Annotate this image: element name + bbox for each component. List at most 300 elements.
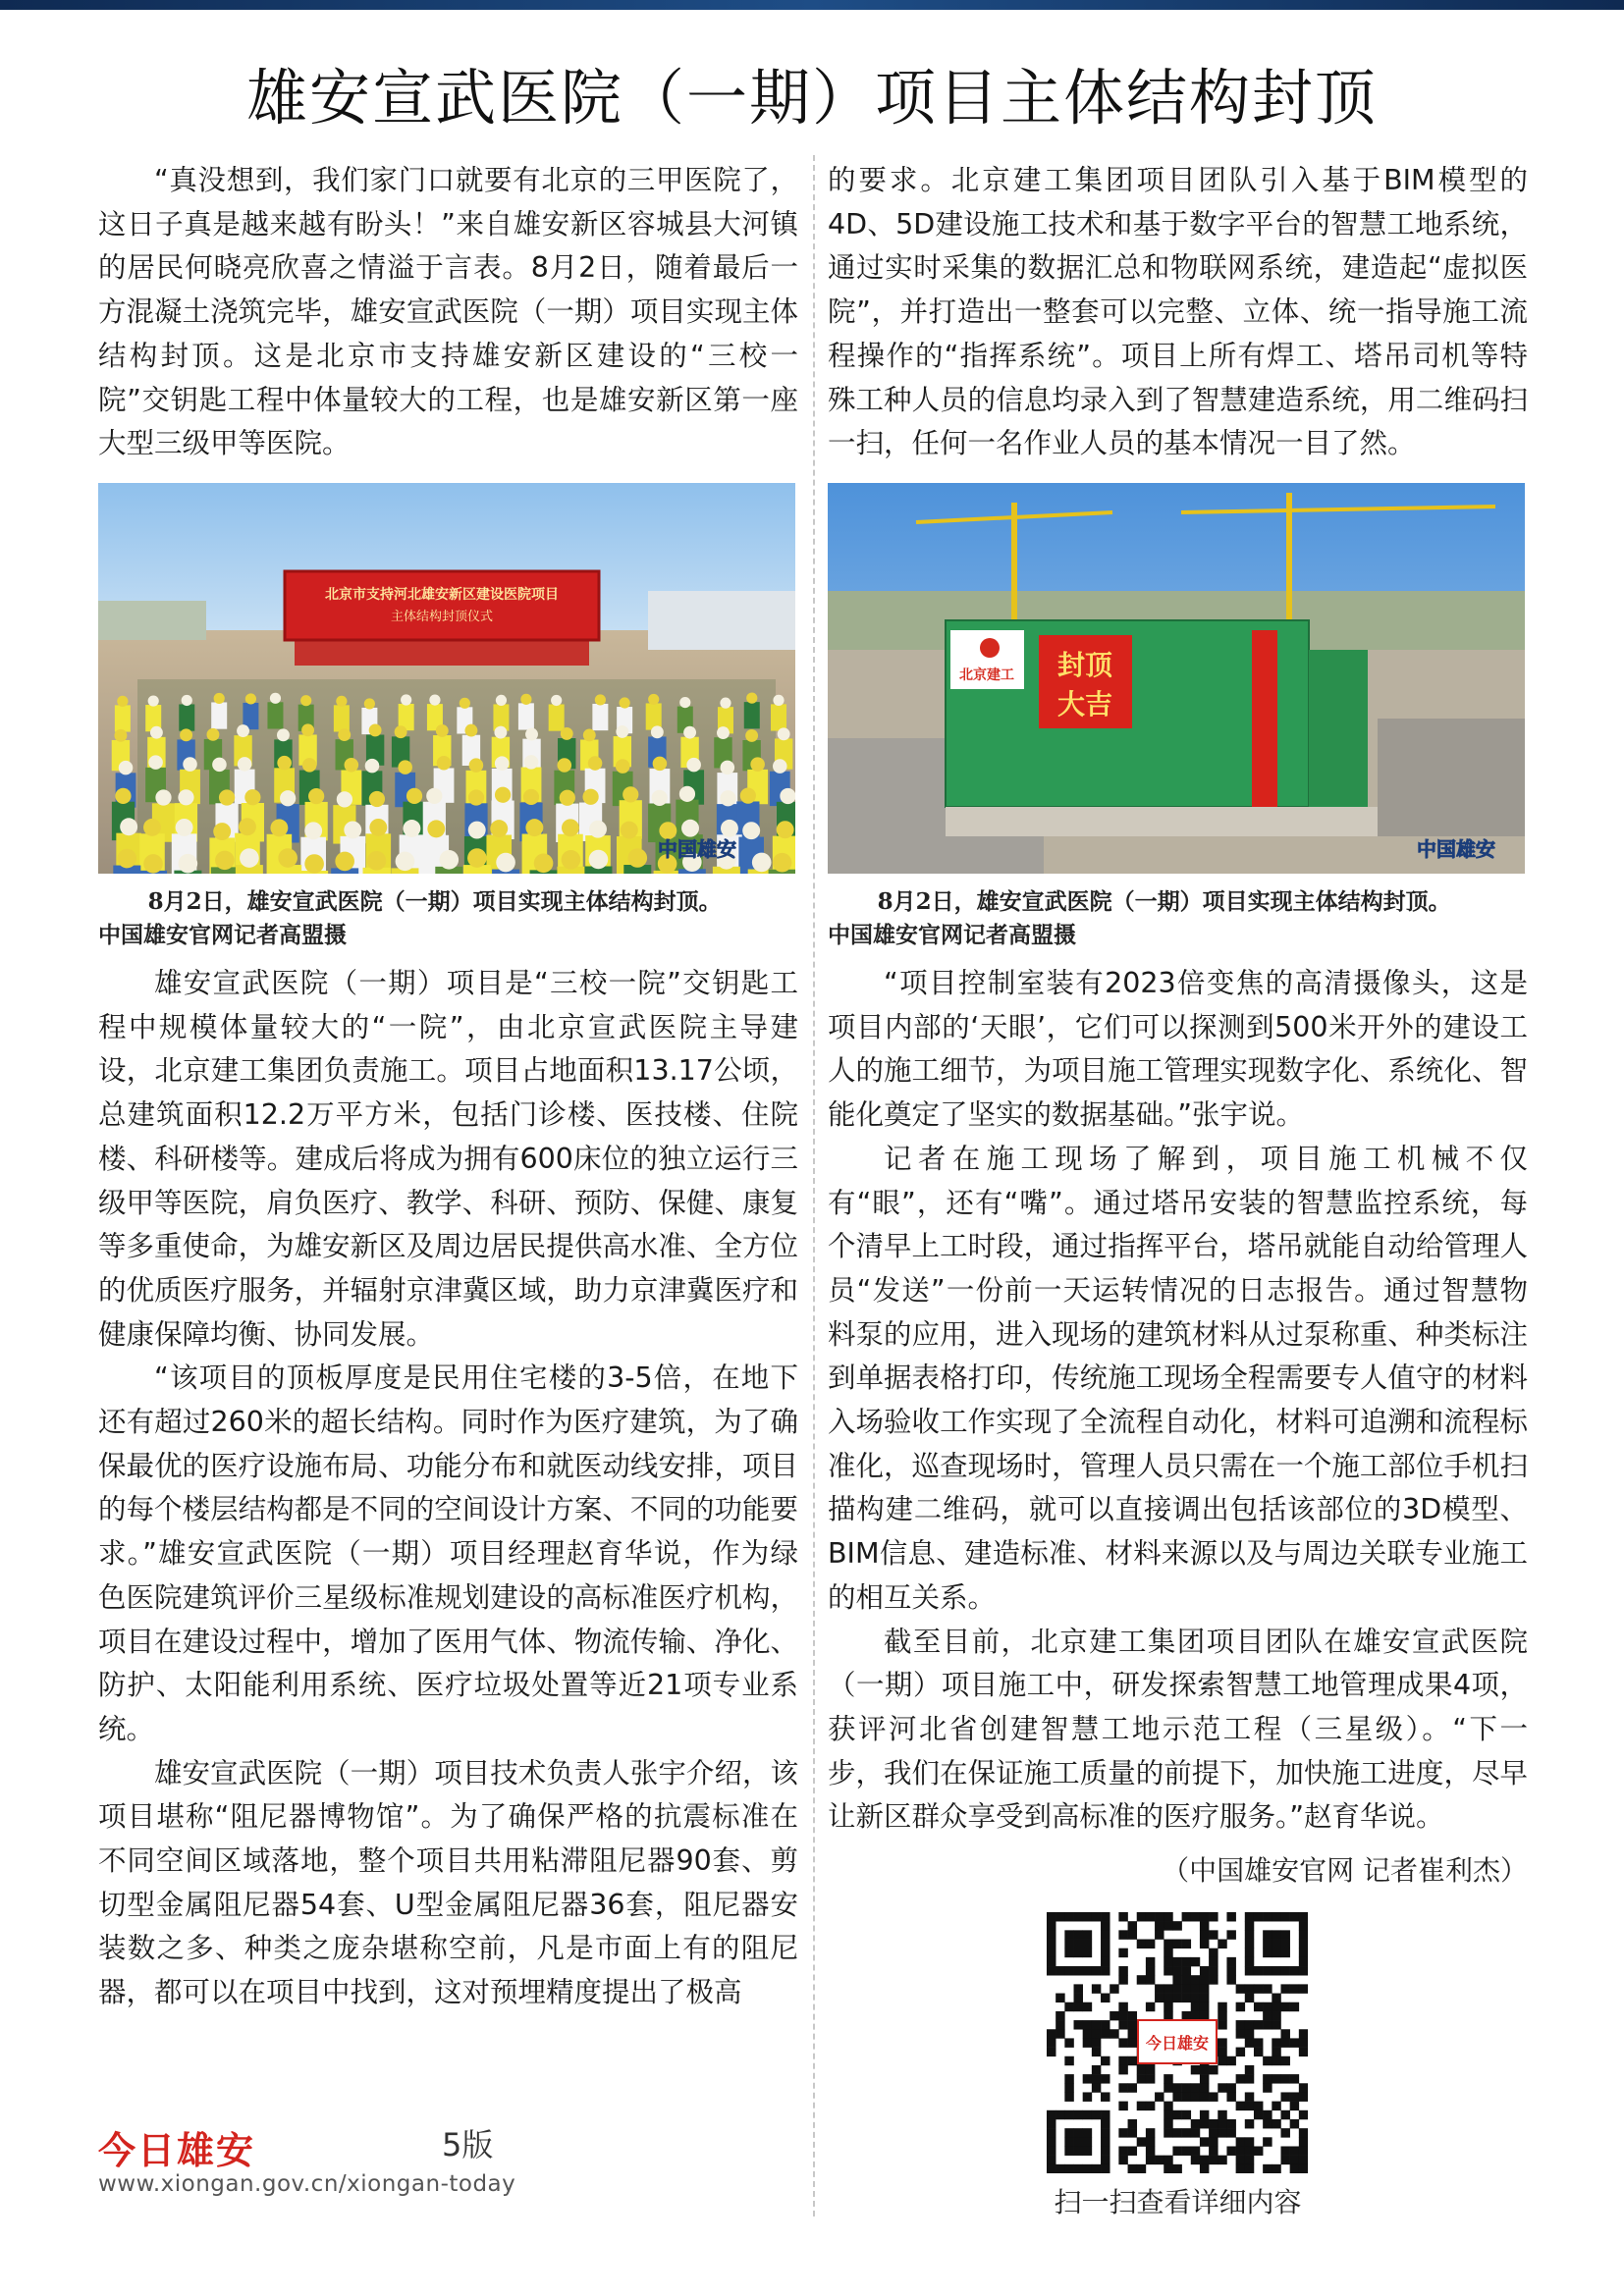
qr-module	[1236, 2020, 1245, 2029]
qr-module	[1254, 1984, 1263, 1993]
qr-module	[1064, 2002, 1073, 2011]
qr-module	[1083, 2164, 1092, 2173]
qr-module	[1128, 2011, 1137, 2020]
qr-module	[1280, 1940, 1289, 1949]
qr-module	[1272, 2119, 1280, 2128]
crowd-helmet	[681, 820, 699, 837]
crowd-person	[115, 705, 131, 731]
qr-module	[1218, 2011, 1226, 2020]
qr-module	[1056, 2011, 1064, 2020]
qr-module	[1290, 2164, 1299, 2173]
qr-module	[1191, 1957, 1200, 1966]
crowd-helmet	[338, 728, 351, 741]
crowd-helmet	[652, 790, 668, 806]
qr-module	[1092, 2110, 1101, 2119]
qr-module	[1047, 2164, 1056, 2173]
qr-module	[1092, 2074, 1101, 2083]
qr-module	[1200, 2074, 1209, 2083]
qr-module	[1128, 1930, 1137, 1939]
crowd-helmet	[582, 789, 598, 805]
qr-module	[1209, 2065, 1218, 2074]
qr-module	[1218, 2002, 1226, 2011]
qr-module	[1164, 1957, 1172, 1966]
qr-module	[1245, 1912, 1254, 1921]
crowd-helmet	[560, 790, 575, 806]
qr-module	[1074, 1940, 1083, 1949]
banner-text-2: 主体结构封顶仪式	[390, 610, 494, 624]
qr-module	[1083, 1940, 1092, 1949]
qr-module	[1280, 1984, 1289, 1993]
qr-module	[1254, 2038, 1263, 2047]
qr-module	[1064, 2164, 1073, 2173]
qr-module	[1172, 2083, 1181, 2092]
qr-module	[1155, 1921, 1164, 1930]
paragraph: “项目控制室装有2023倍变焦的高清摄像头，这是项目内部的‘天眼’，它们可以探测到500米开外的建设工人的施工细节，为项目施工管理实现数字化、系统化、智能化奠定了坚实的数据基础。”张宇说。	[828, 967, 1528, 1132]
qr-module	[1290, 2156, 1299, 2164]
crowd-helmet	[365, 759, 380, 774]
qr-module	[1092, 2020, 1101, 2029]
crowd-person	[518, 703, 534, 729]
qr-module	[1200, 1940, 1209, 1949]
crowd-helmet	[427, 820, 445, 837]
caption-line-1: 8月2日，雄安宣武医院（一期）项目实现主体结构封顶。	[147, 888, 722, 915]
qr-module	[1272, 2038, 1280, 2047]
qr-module	[1290, 2146, 1299, 2155]
qr-module	[1299, 2128, 1308, 2137]
qr-module	[1137, 2164, 1146, 2173]
qr-module	[1164, 2011, 1172, 2020]
qr-module	[1272, 2056, 1280, 2065]
crowd-helmet	[525, 819, 543, 836]
qr-module	[1092, 2048, 1101, 2056]
qr-module	[1263, 2074, 1272, 2083]
qr-module	[1164, 2156, 1172, 2164]
qr-module	[1164, 1921, 1172, 1930]
qr-module	[1290, 2038, 1299, 2047]
crowd-helmet	[469, 758, 484, 773]
qr-module	[1272, 2011, 1280, 2020]
crowd-helmet	[468, 789, 484, 805]
qr-module	[1074, 1912, 1083, 1921]
qr-module	[1101, 2146, 1110, 2155]
qr-module	[1209, 2119, 1218, 2128]
qr-module	[1191, 1912, 1200, 1921]
qr-module	[1236, 2029, 1245, 2038]
caption-credit: 中国雄安官网记者高盟摄	[828, 922, 1076, 948]
qr-module	[1146, 1940, 1155, 1949]
qr-module	[1299, 2137, 1308, 2146]
qr-module	[1047, 1912, 1056, 1921]
crowd-helmet	[777, 821, 794, 838]
qr-module	[1290, 1912, 1299, 1921]
crowd-helmet	[336, 696, 347, 707]
qr-module	[1200, 1912, 1209, 1921]
crowd-helmet	[183, 757, 197, 772]
crowd-helmet	[219, 789, 235, 805]
crowd-helmet	[345, 758, 359, 773]
qr-module	[1118, 2038, 1127, 2047]
qr-module	[1245, 2029, 1254, 2038]
qr-module	[1218, 1940, 1226, 1949]
crowd-helmet	[403, 820, 420, 837]
crowd-person	[744, 702, 760, 728]
qr-module	[1272, 1930, 1280, 1939]
byline: （中国雄安官网 记者崔利杰）	[1162, 1854, 1528, 1887]
qr-module	[1245, 1930, 1254, 1939]
qr-module	[1299, 2156, 1308, 2164]
crowd-helmet	[460, 698, 470, 709]
qr-module	[1164, 2074, 1172, 2083]
qr-module	[1245, 2164, 1254, 2173]
crowd-helmet	[467, 848, 487, 868]
crowd-helmet	[238, 757, 252, 772]
qr-module	[1092, 2029, 1101, 2038]
qr-module	[1299, 1921, 1308, 1930]
qr-module	[1182, 1975, 1191, 1984]
qr-module	[1074, 2128, 1083, 2137]
crowd-helmet	[551, 695, 562, 706]
qr-module	[1118, 2056, 1127, 2065]
qr-module	[1299, 2092, 1308, 2101]
topping-sign-line1: 封顶	[1056, 649, 1113, 681]
qr-module	[1146, 2074, 1155, 2083]
qr-module	[1209, 2092, 1218, 2101]
qr-module	[1245, 1994, 1254, 2002]
qr-module	[1236, 2074, 1245, 2083]
qr-module	[1164, 1994, 1172, 2002]
crowd-helmet	[148, 755, 163, 770]
qr-module	[1118, 2002, 1127, 2011]
crowd-person	[334, 705, 350, 731]
qr-module	[1118, 1975, 1127, 1984]
qr-module	[1263, 2137, 1272, 2146]
qr-module	[1290, 2092, 1299, 2101]
qr-module	[1164, 2102, 1172, 2110]
qr-module	[1200, 2110, 1209, 2119]
paragraph: 雄安宣武医院（一期）项目是“三校一院”交钥匙工程中规模体量较大的“一院”，由北京宣武医院主导建设，北京建工集团负责施工。项目占地面积13.17公顷，总建筑面积12.2万平方米，包括门诊楼、医技楼、住院楼、科研楼等。建成后将成为拥有600床位的独立运行三级甲等医院，肩负医疗、教学、科研、预防、保健、康复等多重使命，为雄安新区及周边居民提供高水准、全方位的优质医疗服务，并辐射京津冀区域，助力京津冀医疗和健康保障均衡、协同发展。	[98, 967, 798, 1351]
qr-module	[1074, 2002, 1083, 2011]
crowd-helmet	[464, 724, 477, 737]
qr-module	[1047, 2156, 1056, 2164]
crowd-helmet	[120, 818, 137, 835]
crowd-helmet	[496, 695, 507, 706]
qr-module	[1146, 2065, 1155, 2074]
qr-module	[1299, 1912, 1308, 1921]
crowd-helmet	[240, 848, 259, 868]
qr-module	[1155, 1930, 1164, 1939]
qr-module	[1200, 1966, 1209, 1975]
article-left-bottom	[98, 962, 798, 2015]
qr-module	[1182, 2092, 1191, 2101]
qr-module	[1083, 2110, 1092, 2119]
qr-module	[1137, 1912, 1146, 1921]
qr-module	[1226, 1912, 1235, 1921]
qr-module	[1200, 1994, 1209, 2002]
qr-module	[1137, 1975, 1146, 1984]
qr-module	[1092, 1984, 1101, 1993]
crowd-helmet	[237, 724, 249, 737]
watermark: 中国雄安	[1417, 837, 1495, 861]
qr-module	[1245, 1957, 1254, 1966]
qr-module	[1101, 1949, 1110, 1957]
qr-module	[1092, 2083, 1101, 2092]
qr-module	[1280, 1949, 1289, 1957]
qr-module	[1209, 1957, 1218, 1966]
qr-module	[1047, 2048, 1056, 2056]
qr-module	[1155, 2156, 1164, 2164]
qr-module	[1226, 1966, 1235, 1975]
qr-module	[1064, 2110, 1073, 2119]
crowd-helmet	[720, 698, 731, 709]
crowd-person	[592, 704, 608, 730]
crowd-helmet	[178, 789, 193, 805]
qr-module	[1218, 2020, 1226, 2029]
qr-module	[1172, 2164, 1181, 2173]
qr-module	[1191, 2092, 1200, 2101]
site-url[interactable]: www.xiongan.gov.cn/xiongan-today	[98, 2171, 516, 2197]
crowd-helmet	[118, 849, 137, 869]
qr-module	[1092, 1912, 1101, 1921]
crowd-helmet	[679, 697, 690, 708]
qr-module	[1263, 1940, 1272, 1949]
qr-module	[1101, 1930, 1110, 1939]
qr-module	[1047, 1921, 1056, 1930]
qr-module	[1191, 1975, 1200, 1984]
article-right-top	[828, 159, 1528, 466]
qr-module	[1137, 1940, 1146, 1949]
qr-module	[1128, 2029, 1137, 2038]
qr-module	[1280, 2029, 1289, 2038]
paragraph: 记者在施工现场了解到，项目施工机械不仅有“眼”，还有“嘴”。通过塔吊安装的智慧监控系统，每个清早上工时段，通过指挥平台，塔吊就能自动给管理人员“发送”一份前一天运转情况的日志报告。通过智慧物料泵的应用，进入现场的建筑材料从过泵称重、种类标注到单据表格打印，传统施工现场全程需要专人值守的材料入场验收工作实现了全流程自动化，材料可追溯和流程标准化，巡查现场时，管理人员只需在一个施工部位手机扫描构建二维码，就可以直接调出包括该部位的3D模型、BIM信息、建造标准、材料来源以及与周边关联专业施工的相互关系。	[828, 1142, 1528, 1614]
qr-module	[1245, 1966, 1254, 1975]
qr-module	[1263, 1930, 1272, 1939]
qr-module	[1299, 1930, 1308, 1939]
crowd-helmet	[179, 854, 198, 874]
qr-module	[1110, 2029, 1118, 2038]
qr-module	[1236, 2102, 1245, 2110]
crowd-helmet	[115, 788, 131, 804]
qr-module	[1047, 2110, 1056, 2119]
qr-module	[1128, 1921, 1137, 1930]
qr-module	[1146, 1966, 1155, 1975]
crowd-helmet	[304, 854, 324, 874]
crowd-helmet	[588, 756, 603, 771]
qr-module	[1164, 1984, 1172, 1993]
qr-module	[1272, 2048, 1280, 2056]
qr-module	[1200, 1975, 1209, 1984]
crowd-helmet	[750, 757, 765, 772]
qr-module	[1236, 2137, 1245, 2146]
qr-module	[1191, 2002, 1200, 2011]
qr-module	[1047, 1966, 1056, 1975]
qr-module	[1128, 2128, 1137, 2137]
qr-module	[1200, 2156, 1209, 2164]
qr-module	[1064, 2038, 1073, 2047]
qr-module	[1118, 1966, 1127, 1975]
qr-module	[1092, 1966, 1101, 1975]
crowd-helmet	[721, 820, 738, 837]
crowd-helmet	[720, 790, 735, 806]
qr-module	[1182, 1984, 1191, 1993]
paragraph: “该项目的顶板厚度是民用住宅楼的3-5倍，在地下还有超过260米的超长结构。同时作为医疗建筑，为了确保最优的医疗设施布局、功能分布和就医动线安排，项目的每个楼层结构都是不同的空间设计方案、不同的功能要求。”雄安宣武医院（一期）项目经理赵育华说，作为绿色医院建筑评价三星级标准规划建设的高标准医疗机构，项目在建设过程中，增加了医用气体、物流传输、净化、防护、太阳能利用系统、医疗垃圾处置等近21项专业系统。	[98, 1362, 798, 1745]
qr-module	[1299, 1940, 1308, 1949]
crowd-helmet	[148, 695, 159, 706]
crowd-helmet	[429, 695, 440, 706]
crowd-helmet	[180, 728, 192, 741]
crowd-helmet	[245, 693, 256, 704]
qr-module	[1146, 2156, 1155, 2164]
qr-module	[1083, 1966, 1092, 1975]
qr-module	[1263, 1949, 1272, 1957]
qr-module	[1245, 1921, 1254, 1930]
qr-module	[1047, 1949, 1056, 1957]
qr-code[interactable]	[1047, 1912, 1308, 2173]
qr-module	[1299, 2164, 1308, 2173]
qr-module	[1118, 1949, 1127, 1957]
qr-module	[1200, 2002, 1209, 2011]
qr-module	[1191, 2146, 1200, 2155]
qr-module	[1218, 2038, 1226, 2047]
page-number: 5版	[442, 2126, 494, 2163]
crowd-helmet	[344, 821, 361, 838]
crowd-person	[771, 704, 786, 730]
qr-module	[1047, 2146, 1056, 2155]
qr-module	[1064, 1930, 1073, 1939]
qr-module	[1182, 1966, 1191, 1975]
qr-module	[1200, 2011, 1209, 2020]
crowd-helmet	[207, 728, 220, 741]
qr-module	[1272, 1994, 1280, 2002]
qr-module	[1245, 2102, 1254, 2110]
qr-module	[1056, 2020, 1064, 2029]
qr-module	[1083, 2137, 1092, 2146]
topping-sign-line2: 大吉	[1056, 688, 1113, 721]
crowd-helmet	[119, 761, 134, 775]
qr-module	[1218, 2156, 1226, 2164]
qr-module	[1280, 2092, 1289, 2101]
qr-module	[1226, 2146, 1235, 2155]
qr-module	[1280, 2128, 1289, 2137]
qr-module	[1074, 1949, 1083, 1957]
crowd-helmet	[436, 724, 449, 737]
crowd-helmet	[496, 853, 515, 873]
crowd-helmet	[143, 854, 163, 874]
qr-module	[1280, 2002, 1289, 2011]
crowd-helmet	[616, 725, 628, 738]
header-bar	[0, 0, 1624, 10]
qr-module	[1245, 2137, 1254, 2146]
article-right-bottom	[828, 962, 1528, 1840]
qr-center-logo: 今日雄安	[1145, 2034, 1210, 2053]
qr-module	[1083, 2038, 1092, 2047]
crowd-helmet	[367, 851, 387, 871]
crowd-helmet	[212, 758, 227, 773]
crowd-helmet	[621, 822, 638, 839]
qr-module	[1074, 2146, 1083, 2155]
crowd-helmet	[773, 695, 784, 706]
qr-module	[1128, 2083, 1137, 2092]
crowd-helmet	[620, 697, 630, 708]
crowd-helmet	[213, 823, 231, 840]
qr-module	[1172, 2146, 1181, 2155]
qr-module	[1263, 2056, 1272, 2065]
qr-module	[1074, 1994, 1083, 2002]
qr-module	[1272, 1966, 1280, 1975]
crowd-helmet	[369, 791, 385, 807]
qr-module	[1064, 2137, 1073, 2146]
qr-module	[1209, 1912, 1218, 1921]
qr-module	[1172, 1994, 1181, 2002]
crowd-helmet	[495, 756, 510, 771]
qr-module	[1092, 2164, 1101, 2173]
qr-module	[1290, 2002, 1299, 2011]
qr-module	[1200, 1921, 1209, 1930]
crowd-helmet	[176, 819, 193, 836]
crowd-helmet	[653, 757, 668, 772]
crowd-helmet	[562, 850, 581, 870]
qr-module	[1209, 1975, 1218, 1984]
crowd-helmet	[494, 726, 507, 739]
qr-module	[1064, 2074, 1073, 2083]
qr-module	[1245, 1940, 1254, 1949]
qr-module	[1236, 2164, 1245, 2173]
qr-module	[1064, 1949, 1073, 1957]
crowd-helmet	[182, 695, 192, 706]
qr-module	[1182, 1940, 1191, 1949]
qr-module	[1101, 2020, 1110, 2029]
qr-module	[1137, 2137, 1146, 2146]
qr-module	[1226, 2128, 1235, 2137]
qr-module	[1118, 2020, 1127, 2029]
qr-module	[1191, 2119, 1200, 2128]
qr-module	[1172, 2128, 1181, 2137]
crowd-helmet	[304, 822, 322, 839]
building-photo-image	[828, 483, 1525, 874]
qr-module	[1200, 2083, 1209, 2092]
crowd-helmet	[239, 818, 256, 835]
crowd-helmet	[523, 789, 539, 805]
qr-module	[1200, 1984, 1209, 1993]
caption-credit: 中国雄安官网记者高盟摄	[98, 922, 347, 948]
crowd-helmet	[143, 819, 161, 836]
qr-scan-label: 扫一扫查看详细内容	[1054, 2186, 1302, 2218]
qr-module	[1164, 2119, 1172, 2128]
qr-module	[1182, 2128, 1191, 2137]
crowd-helmet	[308, 788, 324, 804]
crowd-helmet	[215, 851, 235, 871]
qr-module	[1083, 1930, 1092, 1939]
crowd-helmet	[773, 759, 787, 774]
qr-module	[1209, 1966, 1218, 1975]
qr-module	[1299, 2048, 1308, 2056]
qr-module	[1272, 1949, 1280, 1957]
qr-module	[1263, 2002, 1272, 2011]
qr-module	[1128, 2119, 1137, 2128]
qr-module	[1164, 2110, 1172, 2119]
qr-module	[1118, 2128, 1127, 2137]
crowd-helmet	[648, 694, 659, 705]
qr-module	[1226, 1957, 1235, 1966]
crowd-helmet	[301, 723, 314, 736]
crowd-helmet	[278, 848, 298, 868]
qr-module	[1155, 1984, 1164, 1993]
qr-module	[1146, 2102, 1155, 2110]
qr-module	[1245, 2092, 1254, 2101]
qr-module	[1218, 2048, 1226, 2056]
qr-module	[1290, 2102, 1299, 2110]
qr-module	[1128, 2038, 1137, 2047]
qr-module	[1226, 1975, 1235, 1984]
